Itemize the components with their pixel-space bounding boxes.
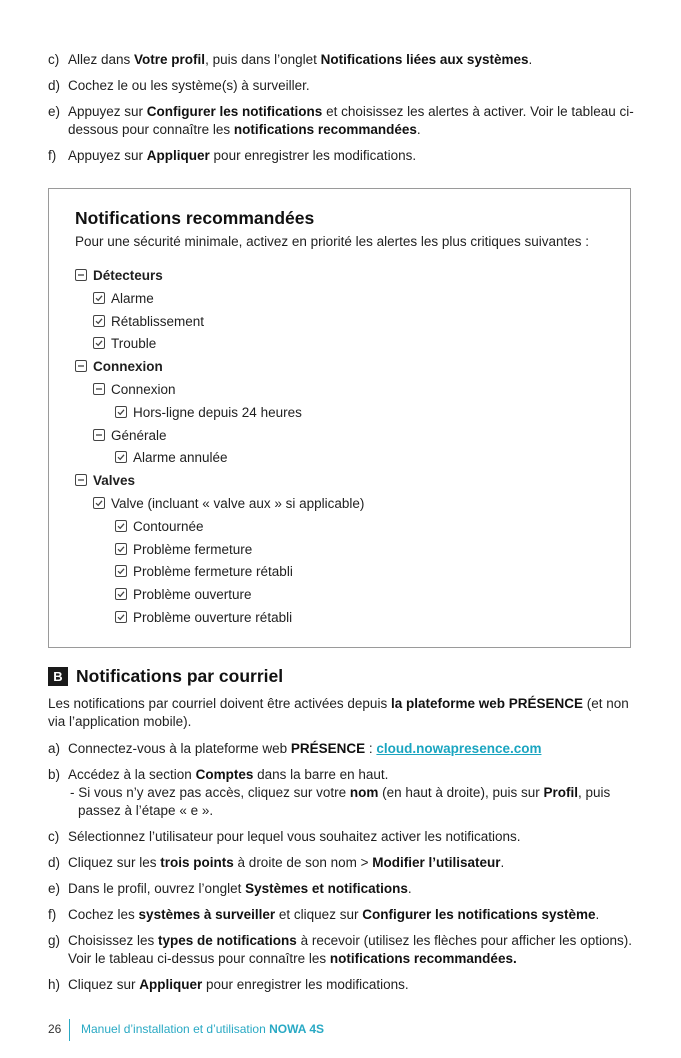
step-a: a) Connectez-vous à la plateforme web PRÉSENCE : cloud.nowapresence.com	[48, 741, 542, 756]
step-letter: e)	[48, 881, 61, 896]
page-number: 26	[48, 1022, 62, 1036]
tree-item	[93, 495, 364, 513]
step-letter: d)	[48, 78, 61, 93]
collapse-box-icon	[75, 474, 87, 486]
button-ref: Appliquer	[146, 148, 210, 163]
checked-box-icon	[115, 406, 127, 418]
step-c: c) Allez dans Votre profil, puis dans l’onglet Notifications liées aux systèmes.	[48, 52, 533, 67]
step-c: c) Sélectionnez l’utilisateur pour lequel vous souhaitez activer les notifications.	[48, 829, 521, 844]
step-letter: h)	[48, 977, 61, 992]
tree-item-label: Trouble	[111, 336, 157, 352]
tree-item	[115, 404, 302, 422]
tree-item	[75, 358, 163, 376]
menu-ref: Votre profil	[134, 52, 206, 67]
tree-item-label: Générale	[111, 427, 167, 443]
step-letter: f)	[48, 907, 57, 922]
tree-item-label: Problème fermeture rétabli	[133, 564, 293, 580]
step-d: d) Cliquez sur les trois points à droite de son nom > Modifier l’utilisateur.	[48, 855, 505, 870]
product-name: NOWA 4S	[269, 1022, 325, 1036]
table-ref: notifications recommandées	[233, 122, 417, 137]
tree-item	[75, 472, 135, 490]
tree-item-label: Contournée	[133, 518, 204, 534]
box-intro: Pour une sécurité minimale, activez en priorité les alertes les plus critiques suivantes :	[75, 234, 589, 249]
tree-item	[115, 586, 252, 604]
collapse-box-icon	[75, 269, 87, 281]
tree-item-label: Connexion	[93, 359, 163, 375]
tree-item-label: Hors-ligne depuis 24 heures	[133, 404, 302, 420]
tree-item-label: Valves	[93, 473, 136, 489]
checked-box-icon	[115, 588, 127, 600]
checked-box-icon	[93, 292, 105, 304]
step-letter: e)	[48, 104, 61, 119]
step-e: e) Dans le profil, ouvrez l’onglet Systèmes et notifications.	[48, 881, 412, 896]
platform-ref: la plateforme web PRÉSENCE	[390, 696, 584, 711]
tree-item-label: Rétablissement	[111, 313, 205, 329]
tree-item-label: Alarme annulée	[133, 450, 228, 466]
collapse-box-icon	[75, 360, 87, 372]
top-steps	[48, 51, 638, 165]
section-title: Notifications par courriel	[76, 666, 284, 686]
collapse-box-icon	[93, 383, 105, 395]
tree-item	[115, 518, 204, 536]
step-g: g) Choisissez les types de notifications à recevoir (utilisez les flèches pour afficher les options). Voir le tableau ci-dessus pour connaître les notifications recommandées.	[48, 933, 632, 966]
step-b-sub: - Si vous n’y avez pas accès, cliquez sur votre nom (en haut à droite), puis sur Profil, puis passez à l’étape « e ».	[70, 785, 611, 818]
section-b-steps	[48, 740, 638, 994]
checked-box-icon	[93, 315, 105, 327]
tree-item-label: Problème ouverture	[133, 587, 252, 603]
checked-box-icon	[93, 337, 105, 349]
button-ref: Configurer les notifications	[146, 104, 323, 119]
tree-item-label: Connexion	[111, 382, 176, 397]
step-b: b) Accédez à la section Comptes dans la barre en haut. - Si vous n’y avez pas accès, cliquez sur votre nom (en haut à droite), puis sur Profil, puis passez à l’étape « e ».	[48, 766, 638, 820]
step-e: e) Appuyez sur Configurer les notifications et choisissez les alertes à activer. Voir le tableau ci-dessous pour connaître les notifications recommandées.	[48, 104, 634, 137]
checked-box-icon	[115, 611, 127, 623]
tree-item	[93, 290, 154, 308]
collapse-box-icon	[93, 429, 105, 441]
tree-item-label: Problème ouverture rétabli	[133, 610, 293, 625]
tree-item	[93, 313, 204, 331]
tree-item	[115, 563, 293, 581]
box-title: Notifications recommandées	[75, 208, 315, 228]
tree-item	[93, 335, 156, 353]
tree-item-label: Valve (incluant « valve aux » si applicable)	[111, 496, 365, 511]
checked-box-icon	[93, 497, 105, 509]
step-letter: f)	[48, 148, 57, 163]
tree-item	[75, 267, 163, 285]
tree-item	[93, 381, 176, 399]
tree-item	[115, 449, 228, 467]
tree-item-label: Détecteurs	[93, 268, 163, 283]
platform-link[interactable]: cloud.nowapresence.com	[376, 741, 542, 756]
step-letter: c)	[48, 829, 60, 844]
tree-item-label: Alarme	[111, 290, 154, 306]
recommended-notifications-box	[48, 188, 631, 648]
tree-item	[115, 609, 292, 627]
step-letter: b)	[48, 767, 61, 782]
step-d: d) Cochez le ou les système(s) à surveiller.	[48, 78, 310, 93]
tab-ref: Notifications liées aux systèmes	[320, 52, 529, 67]
checked-box-icon	[115, 565, 127, 577]
checked-box-icon	[115, 543, 127, 555]
footer-title: Manuel d’installation et d’utilisation NOWA 4S	[81, 1022, 325, 1036]
checked-box-icon	[115, 451, 127, 463]
tree-item-label: Problème fermeture	[133, 541, 253, 557]
step-letter: a)	[48, 741, 61, 756]
footer-divider	[69, 1019, 70, 1041]
section-badge: B	[48, 667, 68, 686]
tree-item	[115, 541, 252, 559]
step-f: f) Appuyez sur Appliquer pour enregistrer les modifications.	[48, 148, 417, 163]
step-letter: d)	[48, 855, 61, 870]
step-letter: c)	[48, 52, 60, 67]
step-h: h) Cliquez sur Appliquer pour enregistrer les modifications.	[48, 977, 409, 992]
tree-item	[93, 427, 167, 445]
checked-box-icon	[115, 520, 127, 532]
step-letter: g)	[48, 933, 61, 948]
section-b-intro: Les notifications par courriel doivent être activées depuis la plateforme web PRÉSENCE (et non via l’application mobile).	[48, 696, 629, 729]
step-f: f) Cochez les systèmes à surveiller et cliquez sur Configurer les notifications système.	[48, 907, 600, 922]
